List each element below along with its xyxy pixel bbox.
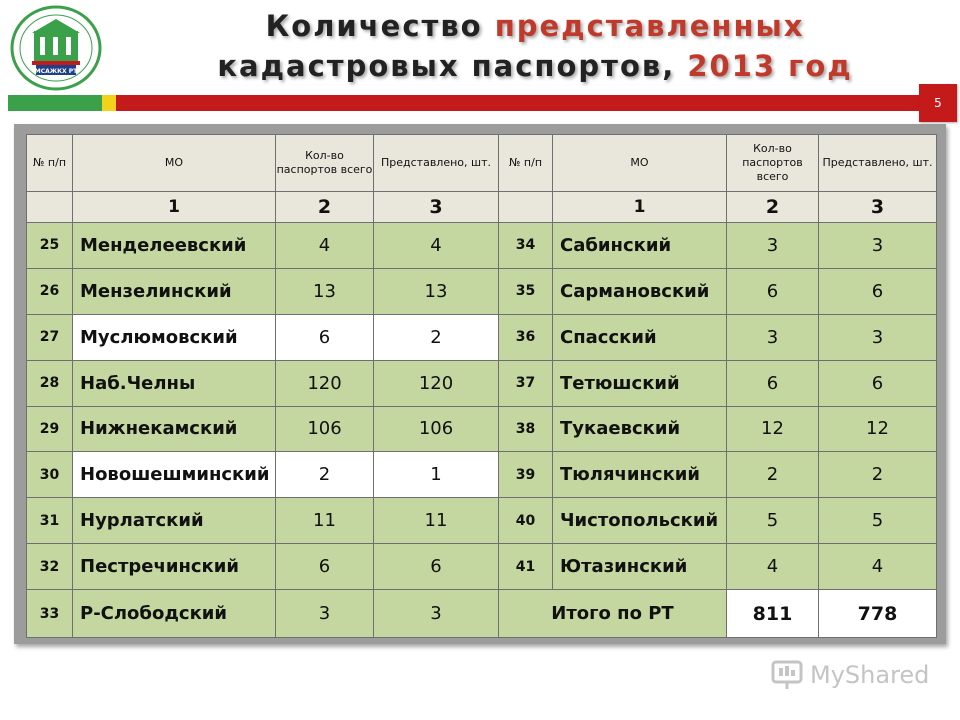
header-cell: Кол-во паспортов всего [276,135,374,192]
row-number-cell: 29 [27,406,73,452]
row-number-cell: 26 [27,268,73,314]
presentation-icon [770,658,804,692]
table-row [27,544,937,590]
index-cell: 2 [727,192,819,223]
row-number-cell: 41 [499,544,553,590]
submitted-cell: 5 [819,498,937,544]
title-line2-red: 2013 год [687,49,853,83]
index-cell: 3 [374,192,499,223]
submitted-cell: 2 [374,314,499,360]
total-passports-cell: 5 [727,498,819,544]
mo-name-cell: Нижнекамский [73,406,276,452]
submitted-cell: 6 [374,544,499,590]
total-submitted-sum-cell: 778 [819,590,937,638]
mo-name-cell: Новошешминский [73,452,276,498]
table-frame [14,124,946,644]
submitted-cell: 4 [374,223,499,269]
passports-table [26,134,937,638]
total-passports-cell: 12 [727,406,819,452]
row-number-cell: 32 [27,544,73,590]
header-row [27,135,937,192]
submitted-cell: 13 [374,268,499,314]
total-passports-cell: 2 [276,452,374,498]
header-cell: № п/п [27,135,73,192]
submitted-cell: 3 [819,223,937,269]
submitted-cell: 6 [819,268,937,314]
index-cell [499,192,553,223]
submitted-cell: 3 [374,590,499,638]
row-number-cell: 36 [499,314,553,360]
header-cell: МО [553,135,727,192]
mo-name-cell: Наб.Челны [73,360,276,406]
title-line2-black: кадастровых паспортов, [217,49,676,83]
row-number-cell: 39 [499,452,553,498]
mo-name-cell: Мензелинский [73,268,276,314]
row-number-cell: 35 [499,268,553,314]
row-number-cell: 33 [27,590,73,638]
mo-name-cell: Ютазинский [553,544,727,590]
stripe-green [8,95,102,111]
mo-name-cell: Сармановский [553,268,727,314]
table-row [27,268,937,314]
total-passports-cell: 6 [727,268,819,314]
total-passports-cell: 13 [276,268,374,314]
index-cell: 2 [276,192,374,223]
total-label-cell: Итого по РТ [499,590,727,638]
ministry-logo [10,5,102,91]
page-number: 5 [919,84,957,122]
header-cell: Представлено, шт. [374,135,499,192]
table-row [27,314,937,360]
watermark-text: MyShared [810,661,930,689]
total-passports-cell: 2 [727,452,819,498]
row-number-cell: 28 [27,360,73,406]
total-passports-cell: 3 [727,314,819,360]
table-row [27,452,937,498]
mo-name-cell: Менделеевский [73,223,276,269]
mo-name-cell: Нурлатский [73,498,276,544]
table-row [27,360,937,406]
total-passports-cell: 3 [276,590,374,638]
total-passports-cell: 6 [276,544,374,590]
mo-name-cell: Чистопольский [553,498,727,544]
total-passports-cell: 4 [727,544,819,590]
submitted-cell: 11 [374,498,499,544]
submitted-cell: 120 [374,360,499,406]
table-row [27,223,937,269]
row-number-cell: 40 [499,498,553,544]
index-row [27,192,937,223]
total-passports-cell: 11 [276,498,374,544]
total-passports-cell: 3 [727,223,819,269]
submitted-cell: 1 [374,452,499,498]
row-number-cell: 34 [499,223,553,269]
header-cell: Представлено, шт. [819,135,937,192]
mo-name-cell: Р-Слободский [73,590,276,638]
table-row [27,406,937,452]
header-cell: МО [73,135,276,192]
index-cell: 1 [553,192,727,223]
total-passports-cell: 120 [276,360,374,406]
row-number-cell: 37 [499,360,553,406]
index-cell [27,192,73,223]
row-number-cell: 27 [27,314,73,360]
stripe-red [116,95,920,111]
total-passports-cell: 106 [276,406,374,452]
submitted-cell: 12 [819,406,937,452]
total-passports-cell: 6 [727,360,819,406]
index-cell: 1 [73,192,276,223]
mo-name-cell: Тетюшский [553,360,727,406]
title-line1-black: Количество [265,9,483,43]
index-cell: 3 [819,192,937,223]
table-row [27,590,937,638]
total-passports-sum-cell: 811 [727,590,819,638]
mo-name-cell: Спасский [553,314,727,360]
row-number-cell: 30 [27,452,73,498]
mo-name-cell: Тукаевский [553,406,727,452]
row-number-cell: 31 [27,498,73,544]
header-cell: № п/п [499,135,553,192]
title-line1-red: представленных [494,9,805,43]
myshared-watermark [770,657,929,693]
submitted-cell: 4 [819,544,937,590]
mo-name-cell: Тюлячинский [553,452,727,498]
mo-name-cell: Сабинский [553,223,727,269]
row-number-cell: 25 [27,223,73,269]
submitted-cell: 2 [819,452,937,498]
header-cell: Кол-во паспортов всего [727,135,819,192]
submitted-cell: 106 [374,406,499,452]
total-passports-cell: 4 [276,223,374,269]
submitted-cell: 6 [819,360,937,406]
total-passports-cell: 6 [276,314,374,360]
mo-name-cell: Муслюмовский [73,314,276,360]
submitted-cell: 3 [819,314,937,360]
logo-text: МСАЖКХ РТ [34,68,78,75]
slide-title [110,6,960,86]
mo-name-cell: Пестречинский [73,544,276,590]
row-number-cell: 38 [499,406,553,452]
table-row [27,498,937,544]
stripe-yellow [102,95,116,111]
